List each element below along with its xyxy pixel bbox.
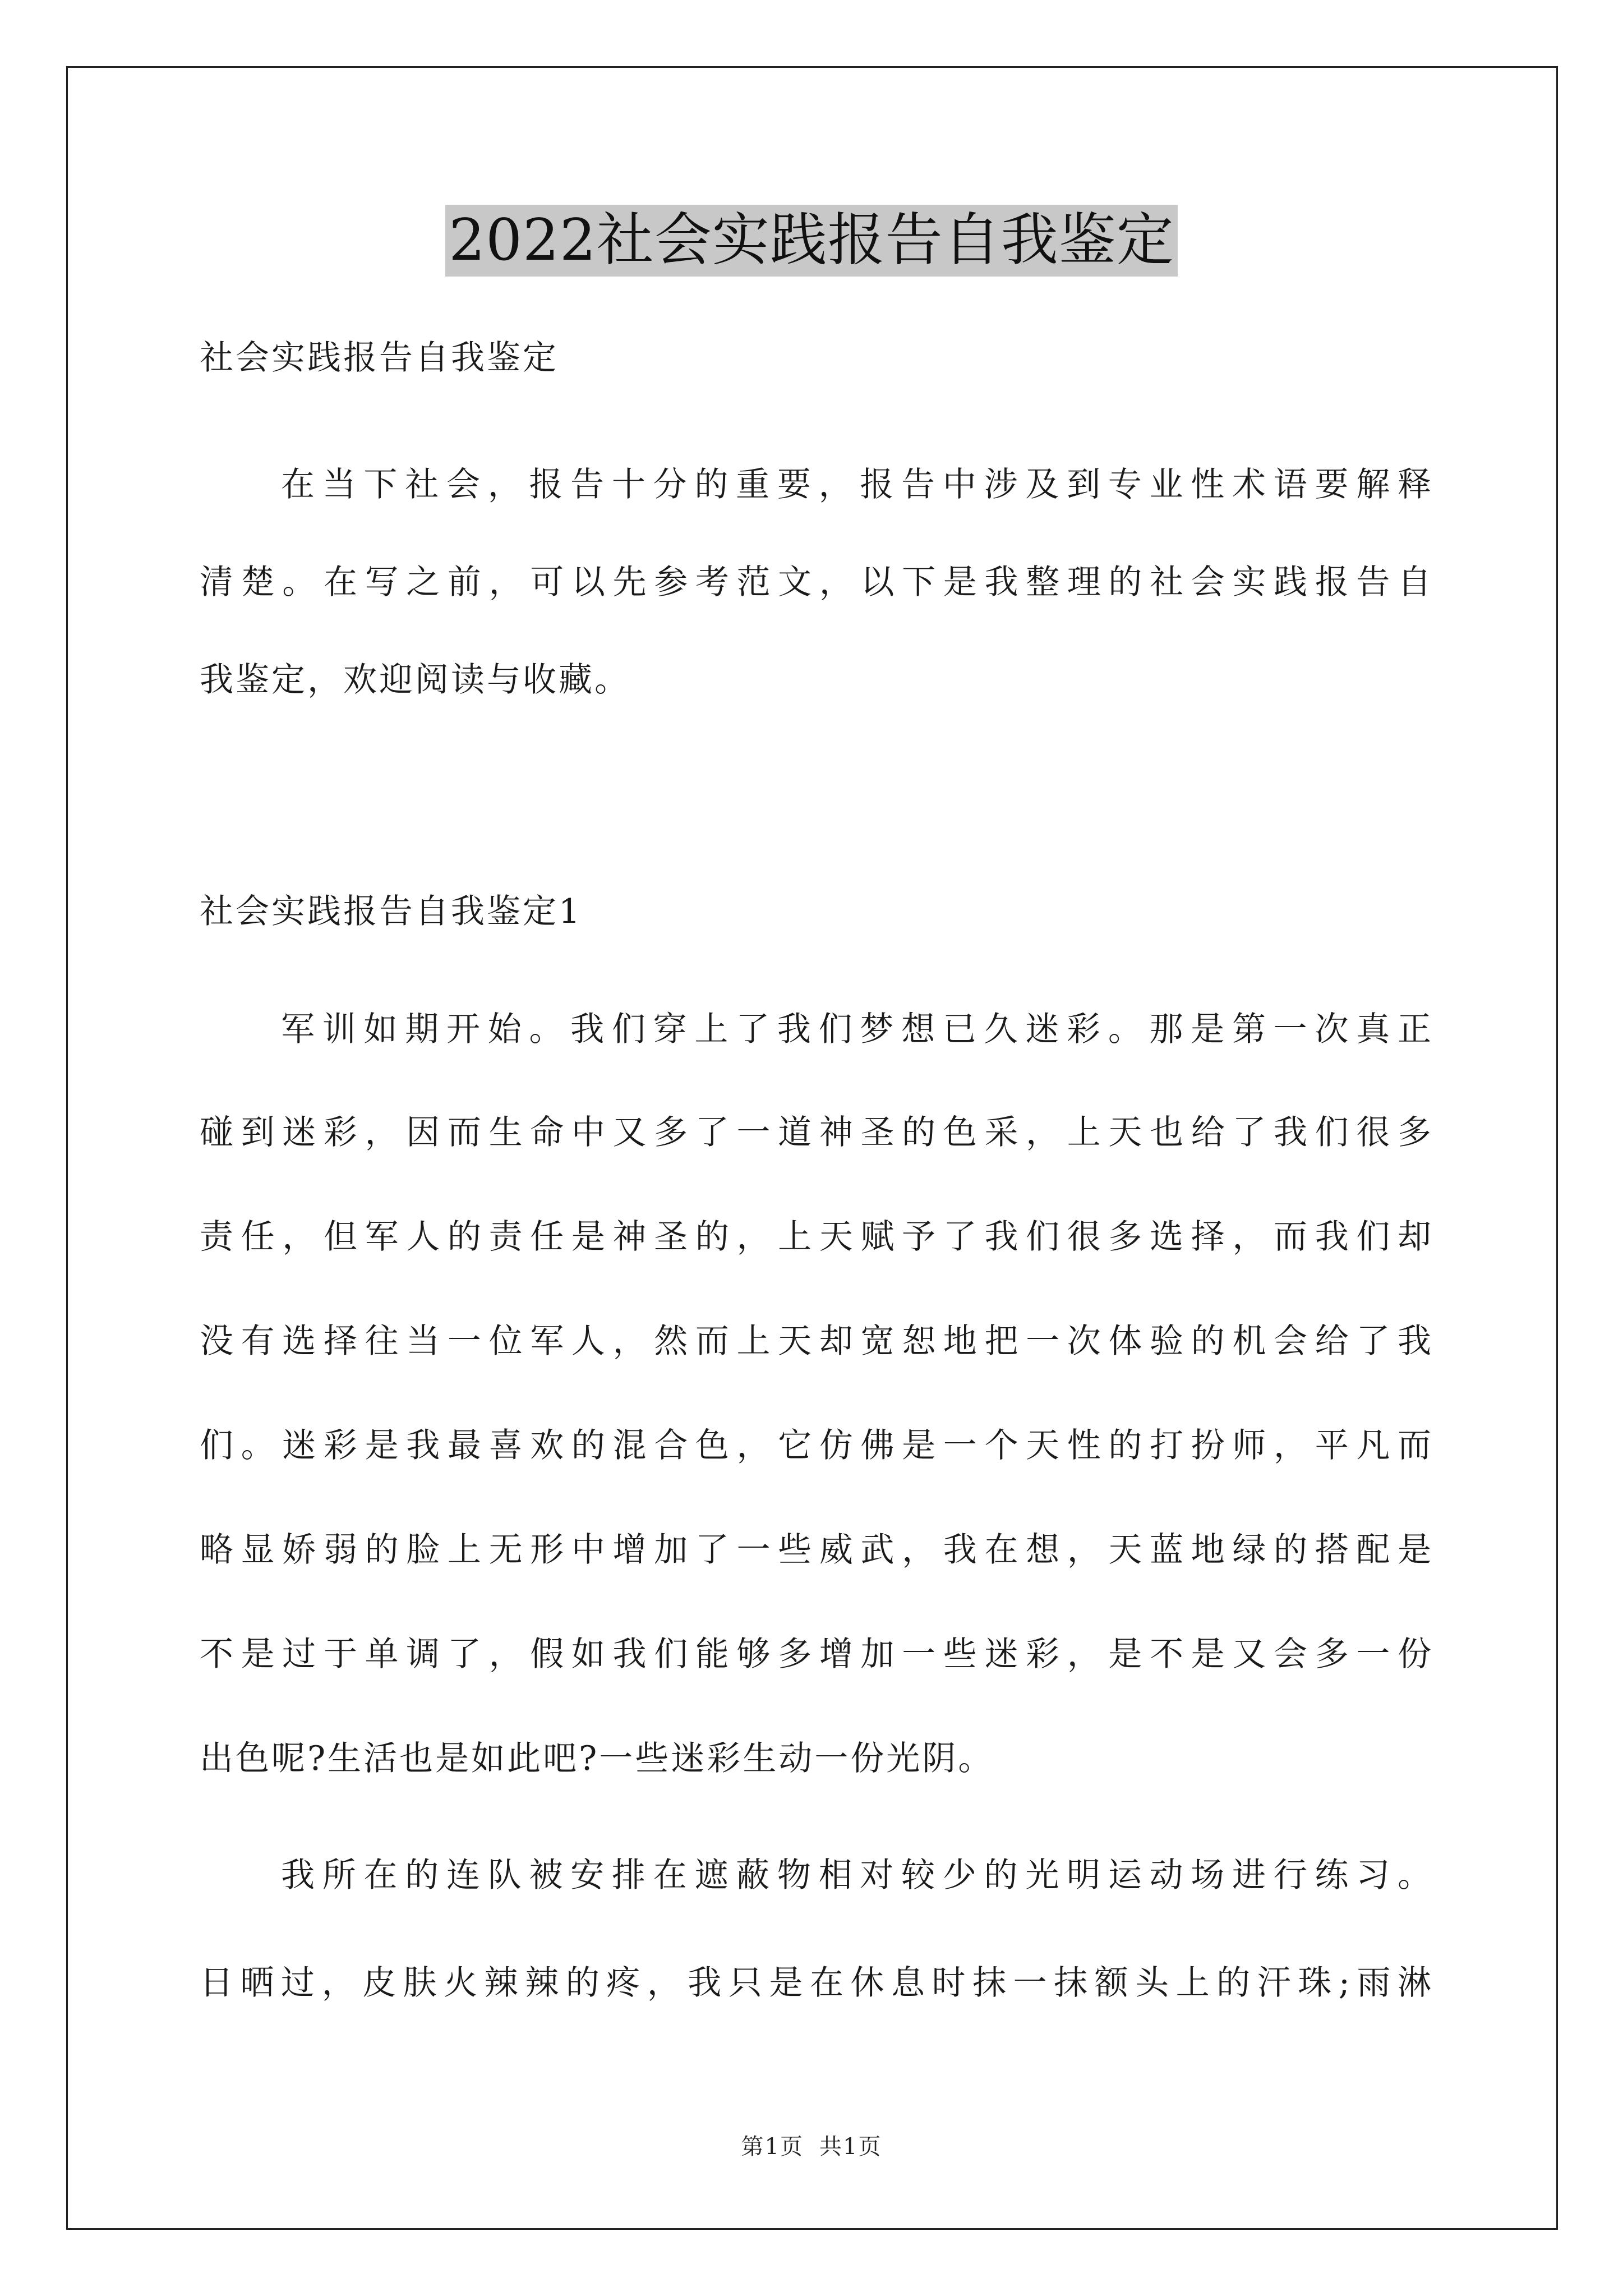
paragraph-line: 没有选择往当一位军人，然而上天却宽恕地把一次体验的机会给了我	[200, 1322, 1433, 1361]
paragraph-line: 在当下社会，报告十分的重要，报告中涉及到专业性术语要解释	[281, 465, 1433, 504]
paragraph-line: 清楚。在写之前，可以先参考范文，以下是我整理的社会实践报告自	[200, 563, 1433, 602]
paragraph-line: 碰到迷彩，因而生命中又多了一道神圣的色采，上天也给了我们很多	[200, 1113, 1433, 1152]
page-number: 第1页	[741, 2134, 804, 2160]
paragraph-line: 我所在的连队被安排在遮蔽物相对较少的光明运动场进行练习。	[281, 1856, 1433, 1895]
paragraph-line: 我鉴定，欢迎阅读与收藏。	[200, 660, 630, 700]
section-heading: 社会实践报告自我鉴定1	[200, 892, 583, 931]
page-total: 共1页	[819, 2134, 882, 2160]
paragraph-line: 责任，但军人的责任是神圣的，上天赋予了我们很多选择，而我们却	[200, 1217, 1433, 1257]
document-title: 2022社会实践报告自我鉴定	[445, 205, 1178, 277]
paragraph-line: 略显娇弱的脸上无形中增加了一些威武，我在想，天蓝地绿的搭配是	[200, 1530, 1433, 1570]
page-footer	[0, 2129, 1623, 2161]
title-container	[0, 205, 1623, 277]
paragraph-line: 日晒过，皮肤火辣辣的疼，我只是在休息时抹一抹额头上的汗珠;雨淋	[200, 1963, 1433, 2003]
paragraph-line: 军训如期开始。我们穿上了我们梦想已久迷彩。那是第一次真正	[281, 1010, 1433, 1049]
subtitle: 社会实践报告自我鉴定	[200, 338, 559, 378]
paragraph-line: 们。迷彩是我最喜欢的混合色，它仿佛是一个天性的打扮师，平凡而	[200, 1426, 1433, 1465]
paragraph-line: 出色呢?生活也是如此吧?一些迷彩生动一份光阴。	[200, 1739, 994, 1778]
paragraph-line: 不是过于单调了，假如我们能够多增加一些迷彩，是不是又会多一份	[200, 1635, 1433, 1674]
